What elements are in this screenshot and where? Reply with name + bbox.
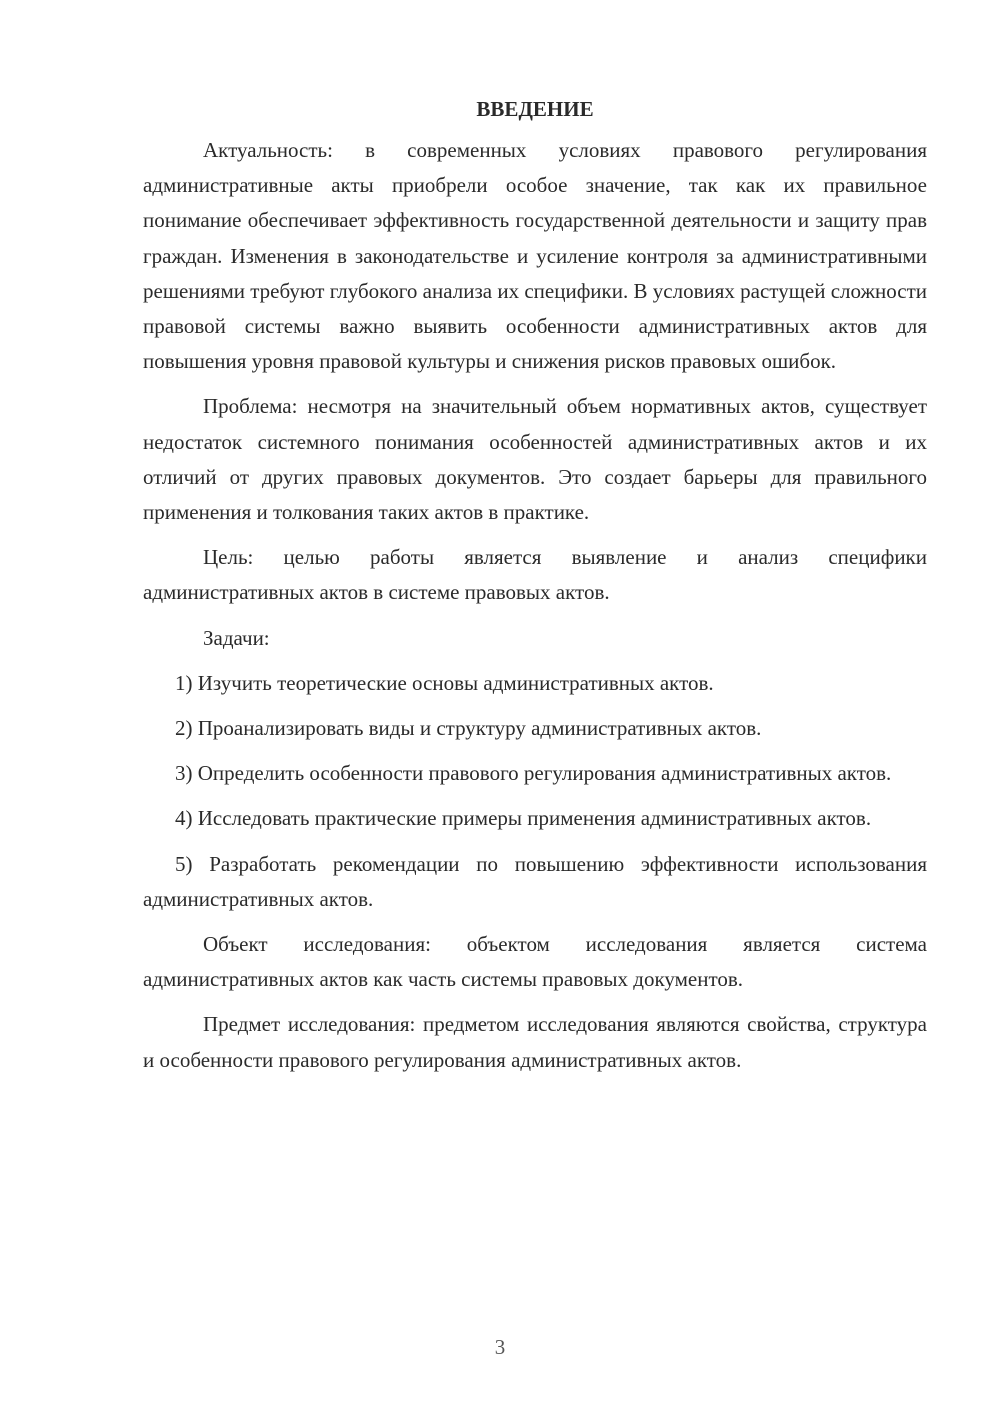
paragraph-subject: Предмет исследования: предметом исследования являются свойства, структура и особенности правового регулирования административных актов.	[143, 1012, 927, 1072]
task-item-1: 1) Изучить теоретические основы административных актов.	[175, 670, 714, 695]
task-item-3: 3) Определить особенности правового регулирования административных актов.	[175, 761, 892, 786]
task-item-2: 2) Проанализировать виды и структуру административных актов.	[175, 716, 762, 741]
paragraph-object: Объект исследования: объектом исследования является система административных актов как часть системы правовых документов.	[143, 932, 927, 992]
section-title: ВВЕДЕНИЕ	[476, 97, 594, 121]
paragraph-relevance: Актуальность: в современных условиях правового регулирования административные акты приобрели особое значение, так как их правильное понимание обеспечивает эффективность государственной деятельности и защиту прав граждан. Изменения в законодательстве и усиление контроля за административными решениями требуют глубокого анализа их специфики. В условиях растущей сложности правовой системы важно выявить особенности административных актов для повышения уровня правовой культуры и снижения рисков правовых ошибок.	[143, 138, 927, 374]
tasks-heading: Задачи:	[203, 625, 270, 650]
paragraph-problem: Проблема: несмотря на значительный объем нормативных актов, существует недостаток системного понимания особенностей административных актов и их отличий от других правовых документов. Это создает барьеры для правильного применения и толкования таких актов в практике.	[143, 394, 927, 525]
task-item-5: 5) Разработать рекомендации по повышению эффективности использования административных актов.	[143, 851, 927, 911]
task-item-4: 4) Исследовать практические примеры применения административных актов.	[175, 806, 872, 831]
document-page	[143, 92, 927, 1088]
page-number: 3	[494, 1335, 506, 1359]
paragraph-goal: Цель: целью работы является выявление и анализ специфики административных актов в системе правовых актов.	[143, 545, 927, 605]
